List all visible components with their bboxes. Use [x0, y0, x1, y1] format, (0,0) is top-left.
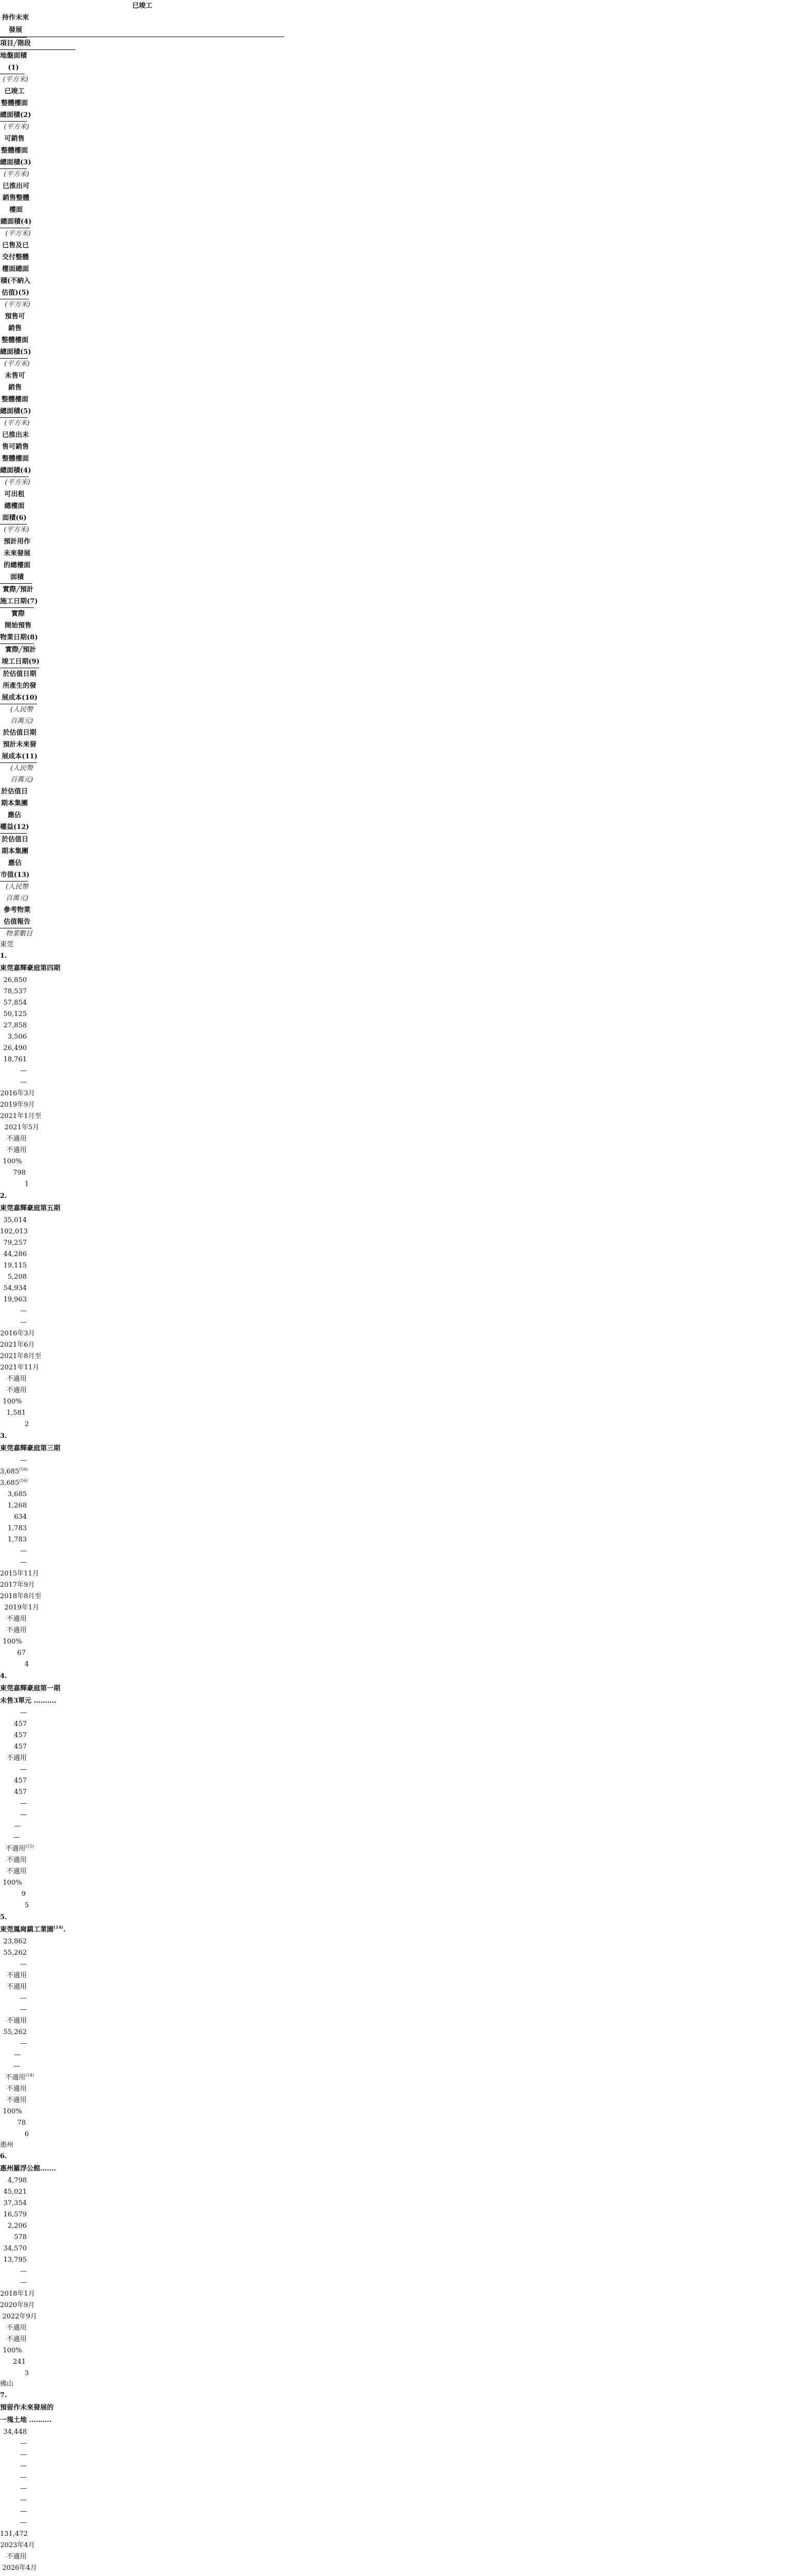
unit-market_value: (人民幣 百萬元) — [5, 883, 29, 902]
project-name: 東莞嘉輝豪庭第三期 — [0, 1445, 61, 1452]
cell-report_no: 4 — [24, 1660, 29, 1668]
cell-report_no: 1 — [24, 1180, 29, 1188]
footnote-mark: (14) — [25, 2073, 34, 2078]
column-header-market_value: 於估值日 期本集團 應佔 市值(13) — [0, 836, 30, 879]
cell-sold_delivered: 27,858 — [3, 1022, 27, 1029]
cell-presold: 578 — [14, 2233, 27, 2241]
project-name: 東莞嘉輝豪庭第五期 — [0, 1205, 61, 1212]
cell-future_gfa: — — [20, 2279, 27, 2286]
cell-saleable_gfa: — — [20, 1960, 27, 1968]
cell-saleable_gfa: — — [20, 2451, 27, 2459]
unit-launched_gfa: (平方米) — [5, 230, 31, 238]
cell-construction_start: 2023年4月 — [0, 2541, 35, 2549]
cell-future_cost: 不適用 — [6, 1626, 27, 1634]
project-name: 東莞鳳崗鎮工業園$^{(14)}$. — [0, 1924, 66, 1934]
column-header-site_area: 地盤面積 (1) — [0, 52, 27, 72]
cell-construction_start: 2018年1月 — [0, 2290, 35, 2298]
cell-leasable: 55,262 — [3, 2028, 27, 2036]
cell-saleable_gfa: 37,354 — [3, 2199, 27, 2207]
cell-incurred_cost: 不適用 — [6, 1375, 27, 1383]
cell-construction_start: — — [14, 2051, 21, 2059]
cell-presold: 5,208 — [7, 1273, 27, 1281]
cell-report_no: 3 — [24, 2369, 29, 2377]
cell-leasable: — — [20, 2519, 27, 2527]
unit-presold: (平方米) — [4, 360, 30, 368]
cell-future_cost: 不適用 — [6, 1386, 27, 1394]
cell-market_value: 9 — [21, 1890, 26, 1898]
cell-completed_gfa: 3,685$^{(16)}$ — [0, 1467, 28, 1476]
cell-saleable_gfa: 457 — [14, 1732, 27, 1739]
cell-interest: 100% — [3, 1879, 22, 1887]
cell-launched_gfa: 50,125 — [3, 1010, 27, 1018]
cell-presale_start: — — [13, 1834, 20, 1841]
column-header-presale_start: 實際 開始預售 物業日期(8) — [0, 610, 38, 641]
cell-market_value: 1,581 — [6, 1409, 26, 1417]
cell-interest: 100% — [3, 1638, 22, 1646]
cell-unsold: 34,570 — [3, 2245, 27, 2252]
column-header-launched_gfa: 已推出可 銷售整體 樓面 總面積(4) — [0, 182, 32, 226]
cell-launched_unsold: — — [20, 2507, 27, 2515]
cell-future_cost: 不適用 — [6, 1868, 27, 1875]
cell-unsold: 457 — [14, 1777, 27, 1785]
project-name: 東莞嘉輝豪庭第一期 — [0, 1685, 61, 1692]
project-name: 預留作未來發展的 — [0, 2404, 54, 2412]
cell-report_no: 5 — [24, 1902, 29, 1909]
cell-site_area: 23,862 — [3, 1938, 27, 1945]
cell-leasable: — — [20, 1307, 27, 1315]
cell-unsold: — — [20, 2496, 27, 2504]
cell-leasable: — — [20, 2267, 27, 2275]
unit-sold_delivered: (平方米) — [5, 301, 30, 309]
cell-completed_gfa: 55,262 — [3, 1949, 27, 1957]
cell-launched_unsold: 不適用 — [6, 2017, 27, 2025]
column-header-construction_start: 實際╱預計 施工日期(7) — [0, 586, 38, 605]
project-name: 惠州羅浮公館……. — [0, 2165, 56, 2173]
column-header-leasable: 可出租 總樓面 面積(6) — [2, 490, 27, 522]
project-name-line2: 一塊土地 ………. — [0, 2416, 52, 2424]
cell-future_cost: 不適用 — [6, 2335, 27, 2343]
column-header-project: 項目╱階段 — [0, 40, 31, 47]
cell-construction_start: 2016年3月 — [0, 1090, 35, 1097]
cell-launched_unsold: 19,963 — [3, 1296, 27, 1303]
cell-completed_gfa: — — [20, 2439, 27, 2447]
cell-unsold: 54,934 — [3, 1284, 27, 1292]
cell-sold_delivered: 2,206 — [7, 2222, 27, 2230]
cell-interest: 100% — [3, 2347, 22, 2354]
cell-construction_start: 2016年3月 — [0, 1330, 35, 1337]
row-number: 6. — [0, 2153, 7, 2160]
cell-market_value: 798 — [13, 1169, 26, 1177]
cell-unsold: — — [20, 2006, 27, 2013]
cell-construction_start: — — [14, 1822, 21, 1830]
region-label: 佛山 — [0, 2380, 14, 2388]
column-header-presold: 預售可 銷售 整體樓面 總面積(5) — [0, 313, 31, 356]
cell-presale_start: — — [13, 2062, 20, 2070]
cell-future_gfa: — — [20, 1318, 27, 1326]
row-number: 1. — [0, 952, 7, 960]
cell-presale_start: 不適用 — [6, 2553, 27, 2561]
region-label: 東莞 — [0, 941, 14, 948]
cell-site_area: 34,448 — [3, 2428, 27, 2436]
cell-completed_gfa: 102,013 — [0, 1228, 28, 1235]
cell-leasable: — — [20, 1067, 27, 1075]
cell-launched_gfa: 457 — [14, 1743, 27, 1751]
cell-sold_delivered: 不適用 — [6, 1983, 27, 1991]
cell-completed_gfa: 457 — [14, 1720, 27, 1728]
cell-unsold: 1,783 — [7, 1524, 27, 1532]
column-header-completion: 實際╱預計 竣工日期(9) — [2, 646, 40, 666]
cell-sold_delivered: 不適用 — [6, 1754, 27, 1762]
cell-future_gfa: 131,472 — [0, 2530, 28, 2538]
cell-site_area: 26,850 — [3, 976, 27, 984]
footnote-mark: (14) — [54, 1924, 63, 1930]
footnote-mark: (15) — [25, 1844, 34, 1849]
cell-saleable_gfa: 57,854 — [3, 999, 27, 1007]
cell-completion: 2022年9月 — [2, 2313, 37, 2320]
cell-presold: 634 — [14, 1513, 27, 1521]
cell-completed_gfa: 78,537 — [3, 988, 27, 995]
group-header-completed: 已竣工 — [132, 2, 153, 10]
cell-presale_start: 2020年9月 — [0, 2301, 35, 2309]
cell-sold_delivered: — — [20, 2473, 27, 2481]
group-header-future: 持作未來發展 — [2, 14, 29, 34]
cell-presold: — — [20, 1994, 27, 2002]
column-header-report_no: 參考物業 估值報告 — [3, 906, 30, 926]
unit-site_area: (平方米) — [3, 76, 28, 83]
cell-site_area: — — [20, 1709, 27, 1717]
cell-completion: 2021年8月至 2021年11月 — [0, 1352, 42, 1371]
row-number: 2. — [0, 1192, 7, 1200]
cell-future_cost: 不適用 — [6, 1146, 27, 1154]
footnote-mark: (16) — [19, 1467, 28, 1472]
cell-interest: 100% — [3, 1398, 22, 1405]
cell-launched_gfa: — — [20, 2462, 27, 2470]
cell-site_area: — — [20, 1456, 27, 1464]
cell-site_area: 4,798 — [7, 2177, 27, 2184]
unit-unsold: (平方米) — [4, 419, 30, 427]
cell-future_gfa: — — [20, 1811, 27, 1819]
cell-report_no: 2 — [24, 1420, 29, 1428]
cell-sold_delivered: 1,268 — [7, 1502, 27, 1510]
cell-construction_start: 2015年11月 — [0, 1570, 39, 1578]
column-header-future_cost: 於估值日期 預計未來發 展成本(11) — [2, 729, 38, 760]
cell-unsold: 26,490 — [3, 1044, 27, 1052]
cell-launched_gfa: 16,579 — [3, 2211, 27, 2218]
cell-future_gfa: — — [20, 1558, 27, 1566]
column-header-saleable_gfa: 可銷售 整體樓面 總面積(3) — [0, 135, 31, 166]
cell-future_cost: 不適用 — [6, 2096, 27, 2104]
cell-completion: 不適用$^{(14)}$ — [5, 2073, 34, 2081]
cell-completion: 2021年1月至 2021年5月 — [0, 1112, 42, 1131]
cell-launched_unsold: 13,795 — [3, 2256, 27, 2264]
unit-completed_gfa: (平方米) — [4, 123, 29, 131]
cell-incurred_cost: 不適用 — [6, 1615, 27, 1623]
row-number: 5. — [0, 1913, 7, 1921]
unit-saleable_gfa: (平方米) — [4, 171, 29, 178]
column-header-unsold: 未售可 銷售 整體樓面 總面積(5) — [0, 372, 31, 415]
cell-presold: — — [20, 2485, 27, 2493]
row-number: 3. — [0, 1432, 7, 1440]
row-number: 4. — [0, 1672, 7, 1680]
cell-incurred_cost: 不適用 — [6, 1135, 27, 1143]
cell-completed_gfa: 45,021 — [3, 2188, 27, 2196]
cell-presale_start: 2021年6月 — [0, 1341, 35, 1349]
cell-market_value: 241 — [13, 2358, 26, 2366]
cell-presale_start: 2019年9月 — [0, 1101, 35, 1109]
cell-interest: 100% — [3, 1158, 22, 1165]
cell-incurred_cost: 不適用 — [6, 2324, 27, 2332]
column-header-sold_delivered: 已售及已 交付整體 樓面總面 積(不納入 估值)(5) — [0, 242, 31, 297]
cell-completion: 2018年8月至 2019年1月 — [0, 1592, 42, 1612]
cell-saleable_gfa: 79,257 — [3, 1239, 27, 1247]
cell-future_gfa: — — [20, 1078, 27, 1086]
project-name-line2: 未售3單元 ………. — [0, 1697, 57, 1705]
cell-launched_unsold: 457 — [14, 1788, 27, 1796]
unit-report_no: 物業數目 — [5, 930, 32, 938]
unit-incurred_cost: (人民幣 百萬元) — [10, 706, 33, 725]
column-header-interest: 於估值日 期本集團 應佔 權益(12) — [0, 788, 29, 831]
cell-presale_start: 2017年9月 — [0, 1581, 35, 1589]
cell-completion: 不適用$^{(15)}$ — [5, 1844, 34, 1853]
column-header-launched_unsold: 已推出未 售可銷售 整體樓面 總面積(4) — [0, 431, 31, 474]
column-header-incurred_cost: 於估值日期 所產生的發 展成本(10) — [2, 670, 38, 702]
cell-presold: — — [20, 1766, 27, 1773]
cell-presold: 3,506 — [7, 1033, 27, 1041]
cell-saleable_gfa: 3,685$^{(16)}$ — [0, 1478, 28, 1487]
cell-market_value: 67 — [17, 1649, 26, 1657]
cell-incurred_cost: 不適用 — [6, 1856, 27, 1864]
cell-launched_gfa: 3,685 — [7, 1490, 27, 1498]
column-header-completed_gfa: 已竣工 整體樓面 總面積(2) — [0, 88, 31, 119]
region-label: 惠州 — [0, 2141, 14, 2149]
cell-market_value: 78 — [17, 2119, 26, 2127]
cell-site_area: 35,014 — [3, 1216, 27, 1224]
cell-incurred_cost — [0, 2574, 33, 2576]
unit-launched_unsold: (平方米) — [5, 479, 30, 486]
cell-report_no: 6 — [24, 2130, 29, 2138]
column-header-future_gfa: 預計用作 未來發展 的總樓面 面積 — [3, 538, 30, 581]
cell-launched_gfa: 不適用 — [6, 1972, 27, 1979]
cell-incurred_cost: 不適用 — [6, 2085, 27, 2093]
cell-launched_unsold: 1,783 — [7, 1536, 27, 1544]
unit-leasable: (平方米) — [4, 526, 29, 534]
cell-sold_delivered: 19,115 — [3, 1262, 27, 1269]
cell-future_gfa: — — [20, 2040, 27, 2047]
footnote-mark: (16) — [19, 1478, 28, 1483]
cell-completion: 2026年4月 — [2, 2564, 37, 2572]
row-number: 7. — [0, 2392, 7, 2399]
cell-leasable: — — [20, 1800, 27, 1807]
cell-leasable: — — [20, 1547, 27, 1555]
project-name: 東莞嘉輝豪庭第四期 — [0, 964, 61, 972]
cell-launched_gfa: 44,286 — [3, 1250, 27, 1258]
unit-future_cost: (人民幣 百萬元) — [10, 765, 33, 784]
cell-interest: 100% — [3, 2108, 22, 2115]
cell-launched_unsold: 18,761 — [3, 1056, 27, 1063]
